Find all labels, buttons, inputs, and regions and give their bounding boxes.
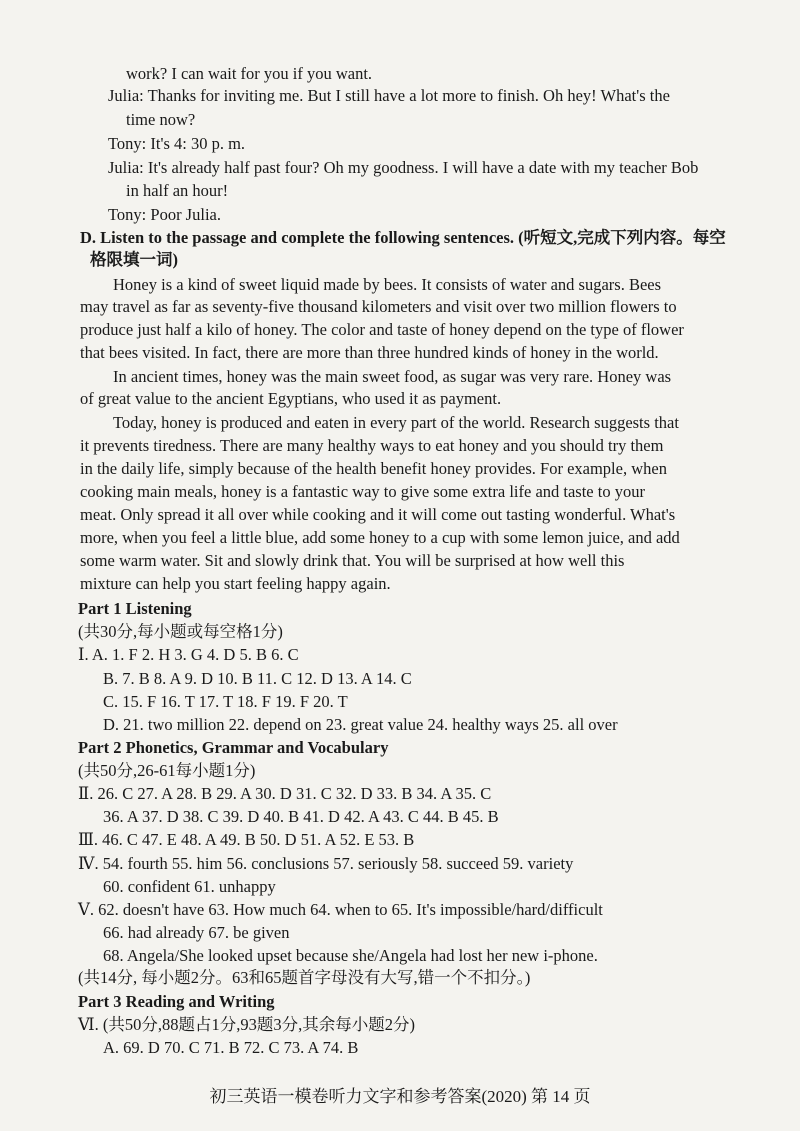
part1-score: (共30分,每小题或每空格1分) bbox=[78, 622, 283, 641]
passage-line: In ancient times, honey was the main sweet food, as sugar was very rare. Honey was bbox=[113, 367, 672, 386]
passage-line: Today, honey is produced and eaten in every part of the world. Research suggests that bbox=[113, 413, 679, 432]
dialogue-line: Julia: Thanks for inviting me. But I still have a lot more to finish. Oh hey! What's the bbox=[108, 86, 670, 105]
answer-line: A. 69. D 70. C 71. B 72. C 73. A 74. B bbox=[103, 1038, 359, 1057]
part3-title: Part 3 Reading and Writing bbox=[78, 992, 275, 1011]
section-d-heading-cont: 格限填一词) bbox=[90, 250, 178, 269]
answer-line: Ⅱ. 26. C 27. A 28. B 29. A 30. D 31. C 32. D 33. B 34. A 35. C bbox=[78, 784, 492, 803]
scoring-note: (共14分, 每小题2分。63和65题首字母没有大写,错一个不扣分。) bbox=[78, 968, 531, 987]
passage-line: of great value to the ancient Egyptians, who used it as payment. bbox=[80, 389, 502, 408]
answer-line: D. 21. two million 22. depend on 23. great value 24. healthy ways 25. all over bbox=[103, 715, 618, 734]
passage-line: some warm water. Sit and slowly drink that. You will be surprised at how well this bbox=[80, 551, 625, 570]
answer-line: C. 15. F 16. T 17. T 18. F 19. F 20. T bbox=[103, 692, 348, 711]
section-d-heading: D. Listen to the passage and complete the following sentences. (听短文,完成下列内容。每空 bbox=[80, 228, 726, 247]
part1-title: Part 1 Listening bbox=[78, 599, 192, 618]
passage-line: in the daily life, simply because of the health benefit honey provides. For example, when bbox=[80, 459, 667, 478]
answer-line: 60. confident 61. unhappy bbox=[103, 877, 276, 896]
passage-line: Honey is a kind of sweet liquid made by bees. It consists of water and sugars. Bees bbox=[113, 275, 662, 294]
passage-line: that bees visited. In fact, there are more than three hundred kinds of honey in the world. bbox=[80, 343, 659, 362]
dialogue-line: Tony: Poor Julia. bbox=[108, 205, 221, 224]
dialogue-line: Julia: It's already half past four? Oh my goodness. I will have a date with my teacher Bob bbox=[108, 158, 699, 177]
passage-line: it prevents tiredness. There are many healthy ways to eat honey and you should try them bbox=[80, 436, 664, 455]
dialogue-line: Tony: It's 4: 30 p. m. bbox=[108, 134, 246, 153]
passage-line: mixture can help you start feeling happy again. bbox=[80, 574, 391, 593]
answer-line: Ⅴ. 62. doesn't have 63. How much 64. when to 65. It's impossible/hard/difficult bbox=[78, 900, 603, 919]
dialogue-line: in half an hour! bbox=[126, 181, 229, 200]
passage-line: more, when you feel a little blue, add some honey to a cup with some lemon juice, and add bbox=[80, 528, 680, 547]
part2-score: (共50分,26-61每小题1分) bbox=[78, 761, 256, 780]
page-footer: 初三英语一模卷听力文字和参考答案(2020) 第 14 页 bbox=[209, 1087, 591, 1106]
passage-line: cooking main meals, honey is a fantastic way to give some extra life and taste to your bbox=[80, 482, 645, 501]
part2-title: Part 2 Phonetics, Grammar and Vocabulary bbox=[78, 738, 389, 757]
answer-line: Ⅳ. 54. fourth 55. him 56. conclusions 57. seriously 58. succeed 59. variety bbox=[78, 854, 574, 873]
dialogue-line: time now? bbox=[126, 110, 196, 129]
part3-score: Ⅵ. (共50分,88题占1分,93题3分,其余每小题2分) bbox=[78, 1015, 415, 1034]
answer-line: B. 7. B 8. A 9. D 10. B 11. C 12. D 13. A 14. C bbox=[103, 669, 412, 688]
dialogue-line: work? I can wait for you if you want. bbox=[126, 64, 373, 83]
answer-line: Ⅲ. 46. C 47. E 48. A 49. B 50. D 51. A 52. E 53. B bbox=[78, 830, 415, 849]
answer-line: Ⅰ. A. 1. F 2. H 3. G 4. D 5. B 6. C bbox=[78, 645, 299, 664]
answer-line: 68. Angela/She looked upset because she/Angela had lost her new i-phone. bbox=[103, 946, 598, 965]
passage-line: may travel as far as seventy-five thousand kilometers and visit over two million flowers to bbox=[80, 297, 677, 316]
passage-line: produce just half a kilo of honey. The color and taste of honey depend on the type of flower bbox=[80, 320, 684, 339]
answer-line: 66. had already 67. be given bbox=[103, 923, 290, 942]
answer-line: 36. A 37. D 38. C 39. D 40. B 41. D 42. A 43. C 44. B 45. B bbox=[103, 807, 499, 826]
passage-line: meat. Only spread it all over while cooking and it will come out tasting wonderful. What's bbox=[80, 505, 676, 524]
